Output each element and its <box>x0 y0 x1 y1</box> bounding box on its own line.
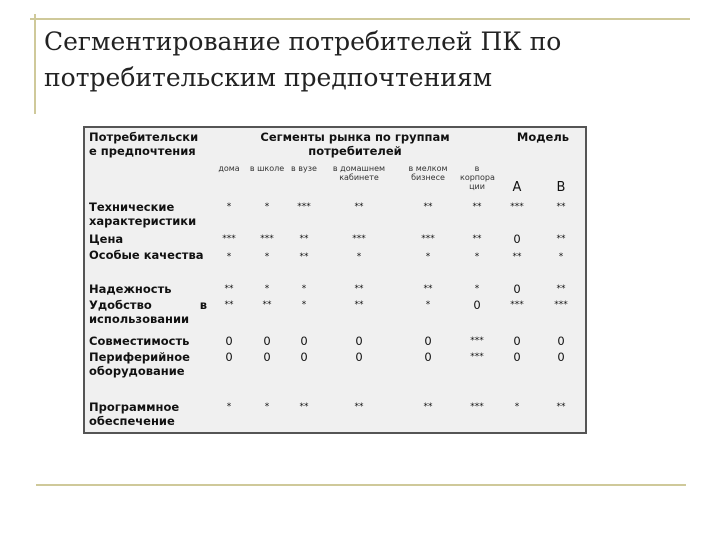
table-cell: * <box>558 252 564 262</box>
table-cell: *** <box>222 234 236 244</box>
accent-top-line <box>30 18 690 20</box>
segmentation-table <box>83 126 587 434</box>
table-cell: ** <box>423 402 433 412</box>
table-cell: 0 <box>513 350 521 364</box>
table-cell: ** <box>556 402 566 412</box>
table-cell: ** <box>556 234 566 244</box>
table-cell: 0 <box>263 350 271 364</box>
table-cell: * <box>264 402 270 412</box>
subcol-corporation: в корпора ции <box>460 164 495 191</box>
table-cell: ** <box>512 252 522 262</box>
table-cell: 0 <box>300 334 308 348</box>
table-cell: 0 <box>424 334 432 348</box>
model-b-header: B <box>556 180 566 195</box>
table-cell: * <box>226 402 232 412</box>
table-cell: 0 <box>513 334 521 348</box>
table-cell: *** <box>297 202 311 212</box>
table-cell: ** <box>354 300 364 310</box>
subcol-school: в школе <box>249 164 285 173</box>
table-cell: 0 <box>355 350 363 364</box>
table-cell: ** <box>224 284 234 294</box>
table-cell: ** <box>472 202 482 212</box>
header-model: Модель <box>516 130 570 144</box>
model-a-header: A <box>512 180 522 195</box>
row-label: Технические характеристики <box>89 200 197 228</box>
accent-vertical-line <box>34 14 36 114</box>
row-label: Надежность <box>89 282 172 296</box>
table-cell: 0 <box>263 334 271 348</box>
table-cell: * <box>301 300 307 310</box>
table-cell: 0 <box>424 350 432 364</box>
table-cell: *** <box>260 234 274 244</box>
table-cell: * <box>264 202 270 212</box>
table-cell: ** <box>423 284 433 294</box>
table-cell: 0 <box>557 350 565 364</box>
table-cell: ** <box>299 234 309 244</box>
row-label: Цена <box>89 232 124 246</box>
row-label: Программное обеспечение <box>89 400 180 428</box>
table-cell: * <box>264 252 270 262</box>
accent-bottom-line <box>36 484 686 486</box>
table-cell: ** <box>354 202 364 212</box>
table-cell: ** <box>423 202 433 212</box>
table-cell: * <box>425 300 431 310</box>
table-cell: 0 <box>225 350 233 364</box>
table-cell: ** <box>224 300 234 310</box>
table-cell: 0 <box>513 282 521 296</box>
table-cell: * <box>301 284 307 294</box>
table-cell: *** <box>554 300 568 310</box>
table-cell: * <box>514 402 520 412</box>
subcol-home: дома <box>218 164 240 173</box>
table-cell: ** <box>354 284 364 294</box>
row-label: Совместимость <box>89 334 190 348</box>
table-cell: * <box>264 284 270 294</box>
table-cell: 0 <box>513 232 521 246</box>
table-cell: *** <box>421 234 435 244</box>
table-cell: * <box>226 252 232 262</box>
table-cell: 0 <box>355 334 363 348</box>
table-cell: * <box>226 202 232 212</box>
table-cell: *** <box>510 300 524 310</box>
table-cell: ** <box>262 300 272 310</box>
row-label: Удобство в использовании <box>89 298 207 326</box>
table-cell: ** <box>299 252 309 262</box>
table-cell: ** <box>354 402 364 412</box>
table-cell: * <box>356 252 362 262</box>
table-cell: *** <box>470 352 484 362</box>
table-cell: *** <box>510 202 524 212</box>
subcol-university: в вузе <box>291 164 317 173</box>
table-cell: 0 <box>473 298 481 312</box>
table-cell: 0 <box>225 334 233 348</box>
table-cell: ** <box>556 284 566 294</box>
table-cell: 0 <box>557 334 565 348</box>
subcol-home-office: в домашнем кабинете <box>332 164 386 182</box>
slide-title: Сегментирование потребителей ПК по потребительским предпочтениям <box>44 27 562 92</box>
table-cell: ** <box>472 234 482 244</box>
subcol-small-business: в мелком бизнесе <box>408 164 448 182</box>
table-cell: * <box>474 284 480 294</box>
row-label: Особые качества <box>89 248 204 262</box>
header-preferences: Потребительски е предпочтения <box>89 130 199 158</box>
table-cell: *** <box>352 234 366 244</box>
table-cell: *** <box>470 336 484 346</box>
table-cell: 0 <box>300 350 308 364</box>
table-cell: * <box>474 252 480 262</box>
header-segments: Сегменты рынка по группам потребителей <box>260 130 450 158</box>
row-label: Периферийное оборудование <box>89 350 190 378</box>
table-cell: ** <box>556 202 566 212</box>
table-cell: ** <box>299 402 309 412</box>
table-cell: * <box>425 252 431 262</box>
table-cell: *** <box>470 402 484 412</box>
